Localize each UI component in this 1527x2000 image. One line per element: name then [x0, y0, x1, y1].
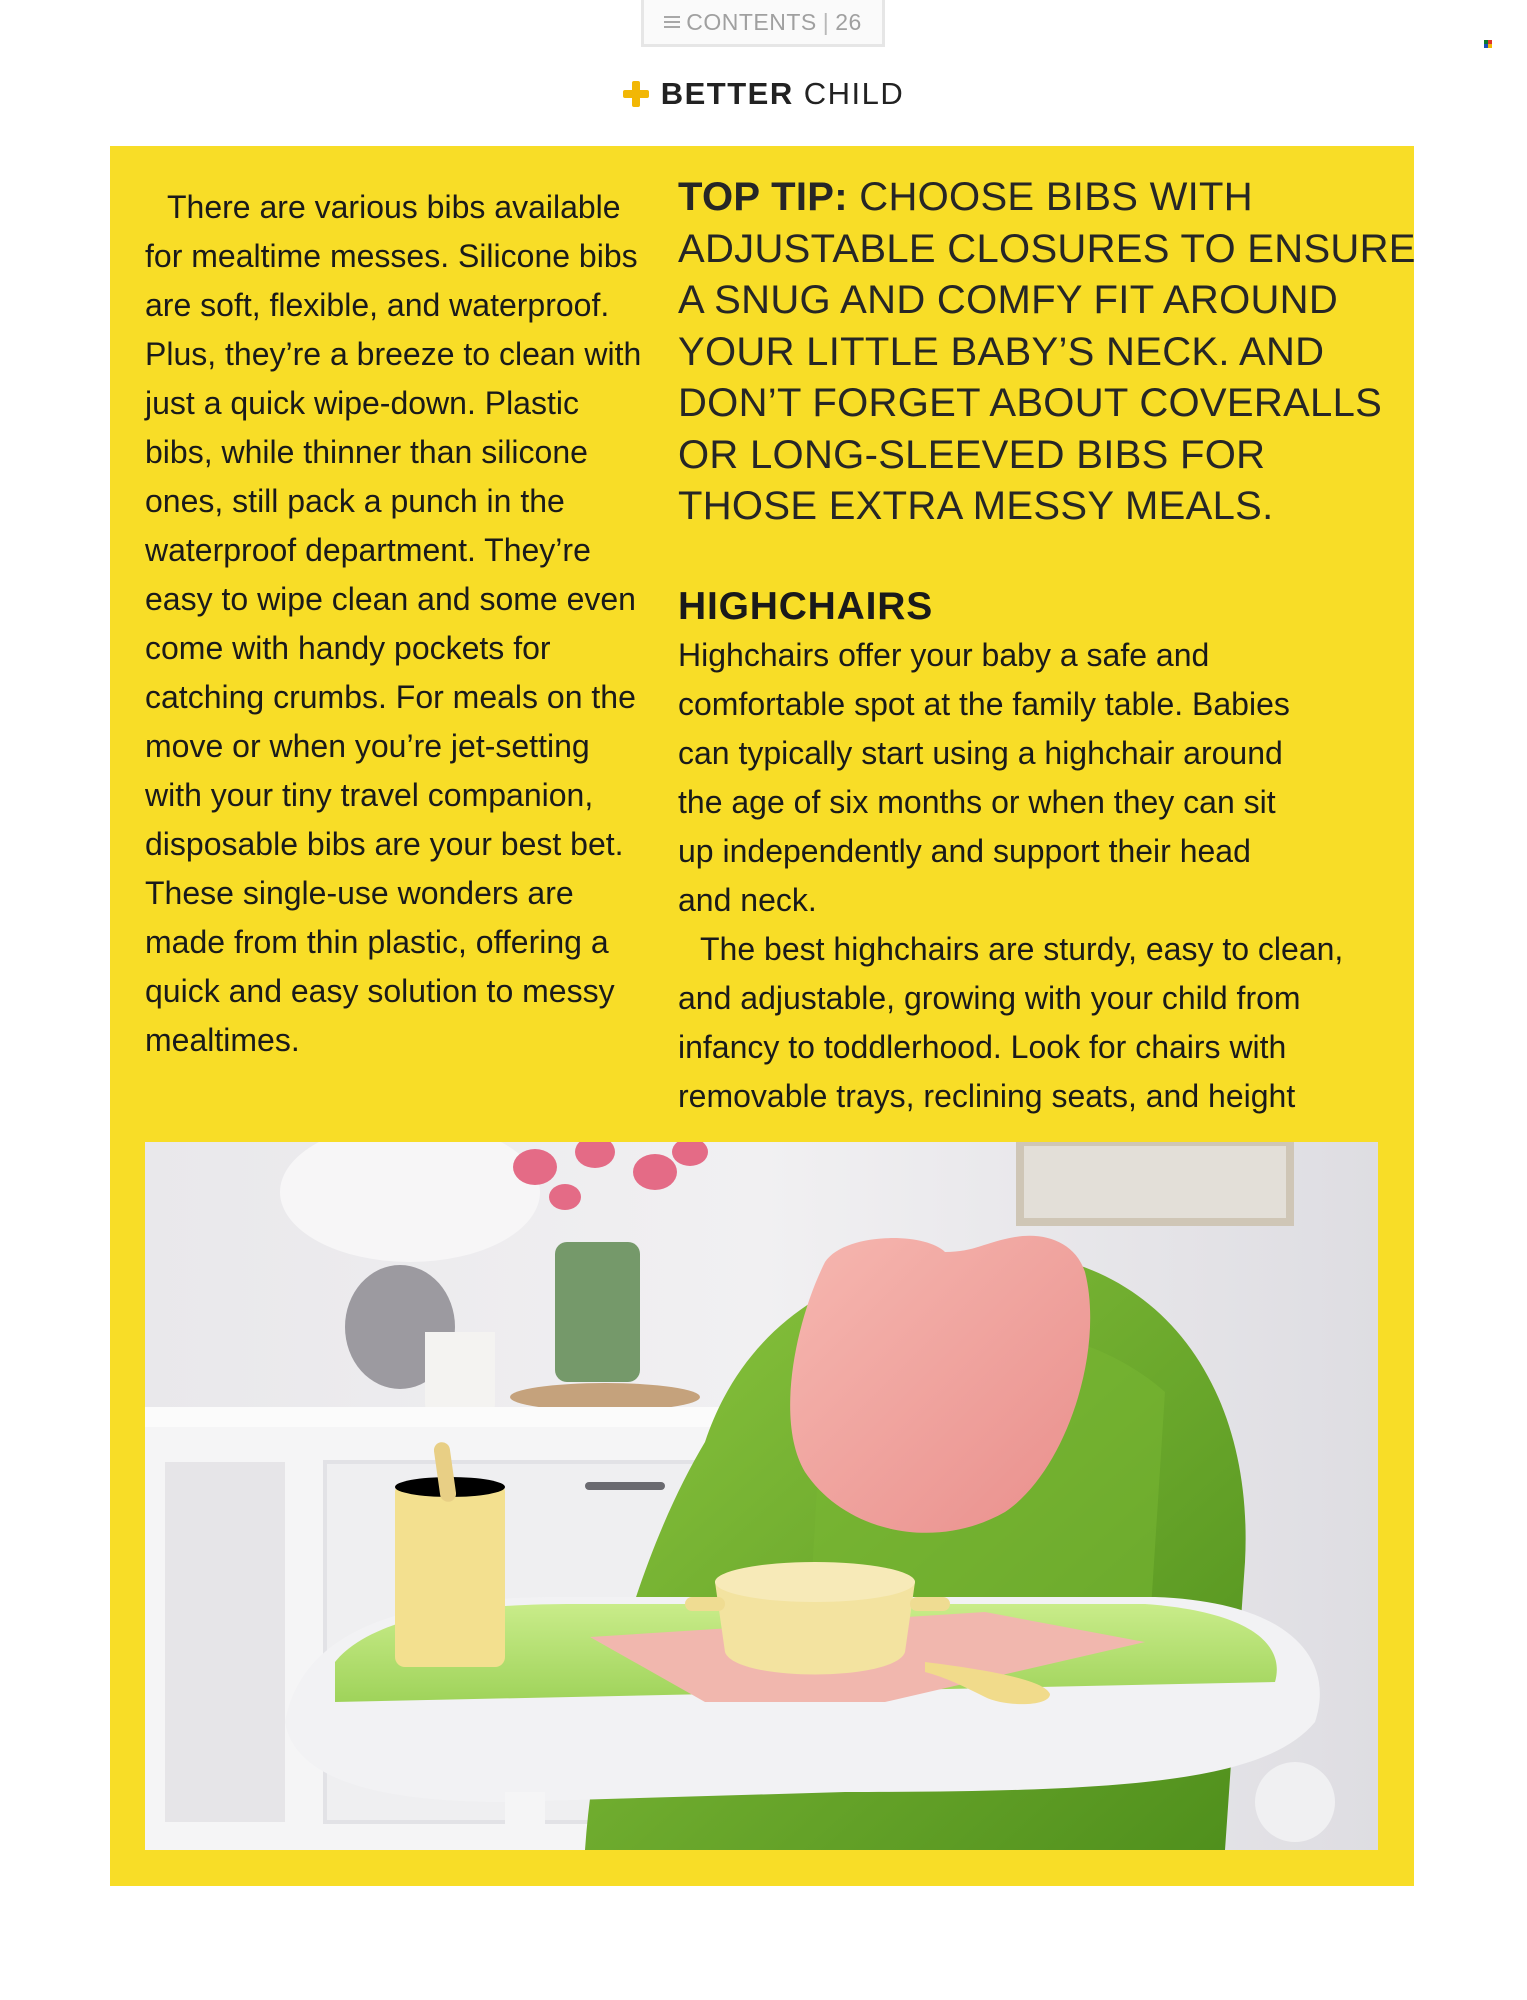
right-column: [678, 172, 1416, 1121]
top-tip-line: TOP TIP: CHOOSE BIBS WITH: [678, 175, 1253, 219]
top-tip-line: YOUR LITTLE BABY’S NECK. AND: [678, 329, 1325, 374]
cup: [395, 1482, 505, 1667]
top-tip-line: DON’T FORGET ABOUT COVERALLS: [678, 381, 1383, 425]
highchair-illustration: [145, 1142, 1378, 1850]
top-tip-line: A SNUG AND COMFY FIT AROUND: [678, 278, 1339, 322]
highchairs-paragraph-2: The best highchairs are sturdy, easy to clean, and adjustable, growing with your child from infancy to toddlerhood. Look for chairs with removable trays, reclining seats, and height: [678, 930, 1344, 1114]
top-tip: [678, 172, 1416, 533]
contents-label: CONTENTS: [686, 8, 817, 35]
vase: [555, 1242, 640, 1382]
section-title-bold: BETTER: [660, 76, 794, 111]
page-number: 26: [835, 8, 862, 35]
section-title: CHILD: [803, 76, 905, 111]
highchair-photo: [145, 1142, 1378, 1850]
left-column: [145, 183, 650, 1065]
corner-mark: [1484, 40, 1492, 48]
menu-lines-icon: [664, 15, 680, 29]
contents-separator: |: [822, 8, 830, 35]
plus-cross-icon: [623, 81, 649, 107]
top-tip-label: TOP TIP:: [678, 175, 848, 219]
highchairs-paragraph-1: Highchairs offer your baby a safe and comfortable spot at the family table. Babies can typically start using a highchair around the age of six months or when they can sit up independently and support their head and neck.: [678, 636, 1290, 918]
highchairs-heading: HIGHCHAIRS: [678, 584, 934, 628]
section-header: [0, 76, 1527, 112]
wall-picture: [1020, 1142, 1290, 1222]
top-tip-line: ADJUSTABLE CLOSURES TO ENSURE: [678, 226, 1416, 271]
contents-button[interactable]: [641, 0, 885, 47]
top-tip-line: OR LONG-SLEEVED BIBS FOR: [678, 432, 1266, 477]
bibs-paragraph: There are various bibs available for mealtime messes. Silicone bibs are soft, flexible, and waterproof. Plus, they’re a breeze to clean with just a quick wipe-down. Plastic bibs, while thinner than silicone ones, still pack a punch in the waterproof department. They’re easy to wipe clean and some even come with handy pockets for catching crumbs. For meals on the move or when you’re jet-setting with your tiny travel companion, disposable bibs are your best bet. These single-use wonders are made from thin plastic, offering a quick and easy solution to messy mealtimes.: [145, 189, 642, 1058]
top-tip-line: THOSE EXTRA MESSY MEALS.: [678, 484, 1274, 528]
tray-mat: [510, 1383, 700, 1411]
